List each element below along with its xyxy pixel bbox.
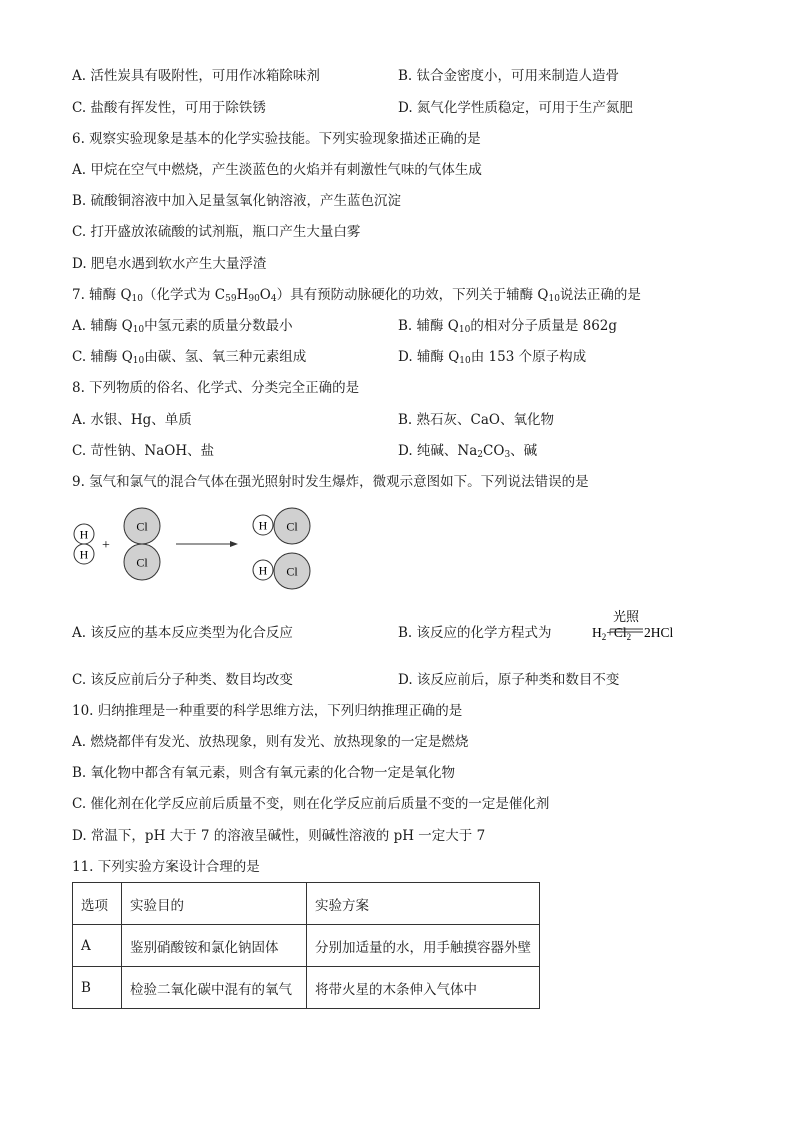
option-text: 由碳、氢、氧三种元素组成 xyxy=(144,349,307,365)
reaction-condition-label: 光照 xyxy=(612,609,640,624)
subscript: 10 xyxy=(548,294,560,304)
table-cell: B xyxy=(73,967,122,1009)
reaction-microscopic-diagram xyxy=(66,500,356,592)
q7-stem-text: ）具有预防动脉硬化的功效，下列关于辅酶 Q xyxy=(276,287,549,303)
q7-option-a xyxy=(72,317,293,335)
subscript: 2 xyxy=(601,632,607,642)
h-atom-label: H xyxy=(79,527,89,542)
table-cell: 检验二氧化碳中混有的氧气 xyxy=(122,967,307,1009)
q9-stem: 9. 氢气和氯气的混合气体在强光照射时发生爆炸，微观示意图如下。下列说法错误的是 xyxy=(72,474,589,490)
option-text: 的相对分子质量是 862g xyxy=(470,318,618,334)
q7-stem-text: 说法正确的是 xyxy=(559,287,641,303)
plus-sign: + xyxy=(102,538,110,553)
q10-option-b: B. 氧化物中都含有氧元素，则含有氧元素的化合物一定是氧化物 xyxy=(72,765,456,781)
formula-element: H xyxy=(236,287,249,303)
q5-option-b: B. 钛合金密度小，可用来制造人造骨 xyxy=(398,68,620,84)
q7-stem xyxy=(72,286,641,304)
option-text: 中氢元素的质量分数最小 xyxy=(144,318,293,334)
q7-option-c xyxy=(72,348,306,366)
table-cell: A xyxy=(73,925,122,967)
table-header-cell: 实验方案 xyxy=(307,883,540,925)
table-row xyxy=(73,925,540,967)
q6-option-c: C. 打开盛放浓硫酸的试剂瓶，瓶口产生大量白雾 xyxy=(72,224,361,240)
arrow-head-icon xyxy=(230,541,238,547)
chemical-equation xyxy=(592,607,702,647)
subscript: 59 xyxy=(225,294,237,304)
experiment-table xyxy=(72,882,540,1009)
hcl-molecule xyxy=(253,508,310,544)
table-cell: 分别加适量的水，用手触摸容器外壁 xyxy=(307,925,540,967)
q5-option-d: D. 氮气化学性质稳定，可用于生产氮肥 xyxy=(398,100,633,116)
q9-option-b-text: B. 该反应的化学方程式为 xyxy=(398,625,552,641)
subscript: 4 xyxy=(270,294,277,304)
h-atom-label: H xyxy=(258,563,268,578)
q10-option-d: D. 常温下，pH 大于 7 的溶液呈碱性，则碱性溶液的 pH 一定大于 7 xyxy=(72,828,486,844)
q6-option-d: D. 肥皂水遇到软水产生大量浮渣 xyxy=(72,256,267,272)
option-text: 由 153 个原子构成 xyxy=(470,349,587,365)
table-header-cell: 选项 xyxy=(73,883,122,925)
table-cell: 鉴别硝酸铵和氯化钠固体 xyxy=(122,925,307,967)
q6-option-b: B. 硫酸铜溶液中加入足量氢氧化钠溶液，产生蓝色沉淀 xyxy=(72,193,402,209)
h-atom-label: H xyxy=(258,518,268,533)
eq-h: H xyxy=(592,625,602,640)
q11-stem: 11. 下列实验方案设计合理的是 xyxy=(72,859,260,875)
option-text: A. 辅酶 Q xyxy=(72,318,133,334)
q8-option-c: C. 苛性钠、NaOH、盐 xyxy=(72,443,215,459)
q8-option-d xyxy=(398,442,537,460)
option-text: D. 纯碱、Na xyxy=(398,443,478,459)
q5-option-a: A. 活性炭具有吸附性，可用作冰箱除味剂 xyxy=(72,68,320,84)
table-header-row xyxy=(73,883,540,925)
q6-stem: 6. 观察实验现象是基本的化学实验技能。下列实验现象描述正确的是 xyxy=(72,131,481,147)
q5-option-c: C. 盐酸有挥发性，可用于除铁锈 xyxy=(72,100,266,116)
option-text: C. 辅酶 Q xyxy=(72,349,133,365)
option-text: D. 辅酶 Q xyxy=(398,349,460,365)
cl-atom-label: Cl xyxy=(136,519,148,534)
option-text: CO xyxy=(483,443,505,459)
table-row xyxy=(73,967,540,1009)
q10-option-c: C. 催化剂在化学反应前后质量不变，则在化学反应前后质量不变的一定是催化剂 xyxy=(72,796,550,812)
subscript: 10 xyxy=(459,356,471,366)
eq-plus-cl: +Cl xyxy=(606,625,627,640)
h-atom-label: H xyxy=(79,547,89,562)
eq-product: 2HCl xyxy=(644,625,674,640)
q9-option-d: D. 该反应前后，原子种类和数目不变 xyxy=(398,672,620,688)
q8-option-b: B. 熟石灰、CaO、氧化物 xyxy=(398,412,554,428)
option-text: 、碱 xyxy=(510,443,538,459)
formula-element: O xyxy=(259,287,271,303)
cl-atom-label: Cl xyxy=(286,564,298,579)
q8-stem: 8. 下列物质的俗名、化学式、分类完全正确的是 xyxy=(72,380,360,396)
q7-stem-text: 7. 辅酶 Q xyxy=(72,287,132,303)
cl-atom-label: Cl xyxy=(286,519,298,534)
q9-option-a: A. 该反应的基本反应类型为化合反应 xyxy=(72,625,293,641)
subscript: 2 xyxy=(477,450,484,460)
q10-stem: 10. 归纳推理是一种重要的科学思维方法，下列归纳推理正确的是 xyxy=(72,703,463,719)
hcl-molecule xyxy=(253,553,310,589)
option-text: B. 辅酶 Q xyxy=(398,318,459,334)
subscript: 3 xyxy=(504,450,511,460)
cl-atom-label: Cl xyxy=(136,555,148,570)
subscript: 10 xyxy=(458,325,471,335)
subscript: 10 xyxy=(131,294,143,304)
subscript: 10 xyxy=(132,325,145,335)
subscript: 90 xyxy=(248,294,260,304)
subscript: 2 xyxy=(626,632,632,642)
q10-option-a: A. 燃烧都伴有发光、放热现象，则有发光、放热现象的一定是燃烧 xyxy=(72,734,469,750)
q7-option-d xyxy=(398,348,586,366)
table-header-cell: 实验目的 xyxy=(122,883,307,925)
q9-option-c: C. 该反应前后分子种类、数目均改变 xyxy=(72,672,293,688)
q7-option-b xyxy=(398,317,617,335)
subscript: 10 xyxy=(132,356,145,366)
h2-molecule xyxy=(74,524,94,564)
q8-option-a: A. 水银、Hg、单质 xyxy=(72,412,192,428)
cl2-molecule xyxy=(124,508,160,580)
q6-option-a: A. 甲烷在空气中燃烧，产生淡蓝色的火焰并有刺激性气味的气体生成 xyxy=(72,162,482,178)
table-cell: 将带火星的木条伸入气体中 xyxy=(307,967,540,1009)
q7-stem-text: （化学式为 C xyxy=(142,287,226,303)
equation-left xyxy=(592,625,631,642)
